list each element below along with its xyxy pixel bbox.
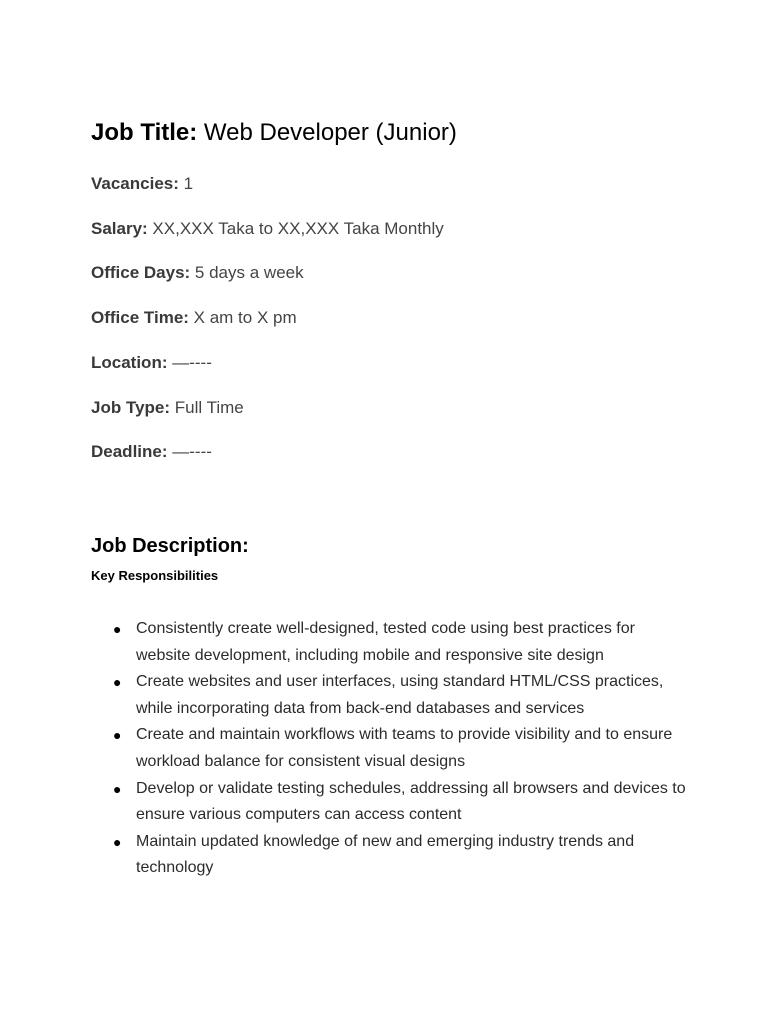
bullet-icon: ● <box>113 621 122 637</box>
location-value: —---- <box>167 353 212 372</box>
office-time-value: X am to X pm <box>188 308 297 327</box>
office-time-label: Office Time: <box>91 308 189 327</box>
list-item-text: Create and maintain workflows with teams to provide visibility and to ensure workload balance for consistent visual designs <box>136 726 673 770</box>
job-type-label: Job Type: <box>91 398 171 417</box>
deadline-label: Deadline: <box>91 442 168 461</box>
list-item-text: Consistently create well-designed, tested code using best practices for website development, including mobile and responsive site design <box>136 620 635 664</box>
vacancies-label: Vacancies: <box>91 174 179 193</box>
job-title <box>91 117 457 149</box>
deadline-field <box>91 440 212 464</box>
key-responsibilities-subheading: Key Responsibilities <box>91 568 219 583</box>
list-item <box>91 776 691 829</box>
job-type-value: Full Time <box>170 398 244 417</box>
location-field <box>91 351 212 375</box>
bullet-icon: ● <box>113 727 122 744</box>
office-days-value: 5 days a week <box>190 263 304 282</box>
job-title-value: Web Developer (Junior) <box>197 119 457 146</box>
list-item-text: Maintain updated knowledge of new and emerging industry trends and technology <box>136 832 635 877</box>
vacancies-value: 1 <box>178 174 194 193</box>
salary-value: XX,XXX Taka to XX,XXX Taka Monthly <box>147 219 444 238</box>
office-time-field <box>91 306 297 330</box>
list-item <box>91 616 691 669</box>
list-item-text: Create websites and user interfaces, using standard HTML/CSS practices, while incorporating data from back-end databases and services <box>136 673 664 717</box>
deadline-value: —---- <box>167 442 212 461</box>
salary-field <box>91 217 444 241</box>
salary-label: Salary: <box>91 219 148 238</box>
bullet-icon: ● <box>113 780 122 797</box>
list-item <box>91 722 691 775</box>
office-days-label: Office Days: <box>91 263 191 282</box>
bullet-icon: ● <box>113 833 122 850</box>
vacancies-field <box>91 172 193 196</box>
job-title-label: Job Title: <box>91 119 198 146</box>
office-days-field <box>91 261 304 285</box>
job-description-heading: Job Description: <box>91 535 249 557</box>
responsibilities-list <box>91 616 691 882</box>
list-item-text: Develop or validate testing schedules, addressing all browsers and devices to ensure various computers can access content <box>136 779 686 824</box>
list-item <box>91 829 691 882</box>
job-type-field <box>91 396 244 420</box>
list-item <box>91 669 691 722</box>
location-label: Location: <box>91 353 168 372</box>
bullet-icon: ● <box>113 674 122 691</box>
